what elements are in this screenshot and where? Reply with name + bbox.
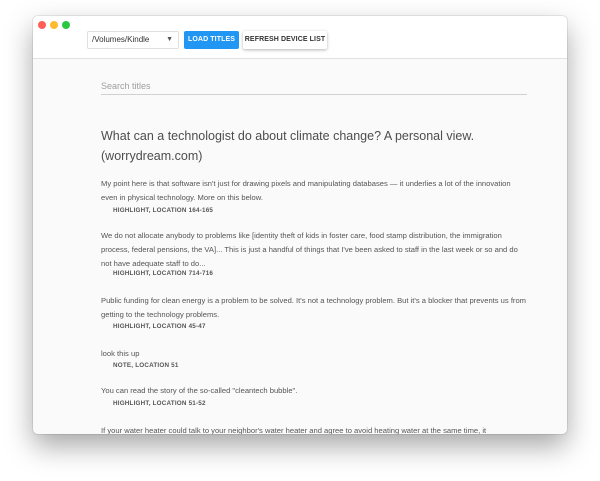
device-path-value: /Volumes/Kindle	[92, 35, 150, 44]
entry-text: My point here is that software isn't just for drawing pixels and manipulating databases — it underlies a lot of the innovation even in physical technology. More on this below.	[101, 179, 511, 202]
entry-text: We do not allocate anybody to problems like [identity theft of kids in foster care, food stamp distribution, the immigration process, federal pensions, the VA]... This is just a handful of things that I've been asked to staff in the last week or so and do not have adequate staff to do...	[101, 231, 518, 268]
entry-meta: HIGHLIGHT, LOCATION 51-52	[113, 400, 206, 407]
zoom-window-button[interactable]	[62, 21, 70, 29]
refresh-device-list-button[interactable]: REFRESH DEVICE LIST	[243, 31, 327, 49]
main-content[interactable]	[33, 59, 567, 434]
entry-text: look this up	[101, 349, 140, 358]
caret-down-icon: ▼	[166, 36, 173, 43]
minimize-window-button[interactable]	[50, 21, 58, 29]
search-input[interactable]: Search titles	[101, 78, 527, 95]
device-path-select[interactable]	[87, 31, 179, 49]
entry-meta: HIGHLIGHT, LOCATION 714-716	[113, 270, 214, 277]
book-title: What can a technologist do about climate change? A personal view. (worrydream.com)	[101, 129, 475, 163]
close-window-button[interactable]	[38, 21, 46, 29]
entry-meta: HIGHLIGHT, LOCATION 164-165	[113, 207, 214, 214]
entry-meta: NOTE, LOCATION 51	[113, 362, 179, 369]
load-titles-button[interactable]: LOAD TITLES	[184, 31, 239, 49]
app-window	[33, 16, 567, 434]
entry-text: You can read the story of the so-called "cleantech bubble".	[101, 386, 298, 395]
entry-text: If your water heater could talk to your neighbor's water heater and agree to avoid heating water at the same time, it	[101, 426, 487, 434]
entry-text: Public funding for clean energy is a problem to be solved. It's not a technology problem. But it's a blocker that prevents us from getting to the technology problems.	[101, 296, 527, 319]
entry-meta: HIGHLIGHT, LOCATION 45-47	[113, 323, 206, 330]
toolbar	[33, 16, 567, 59]
